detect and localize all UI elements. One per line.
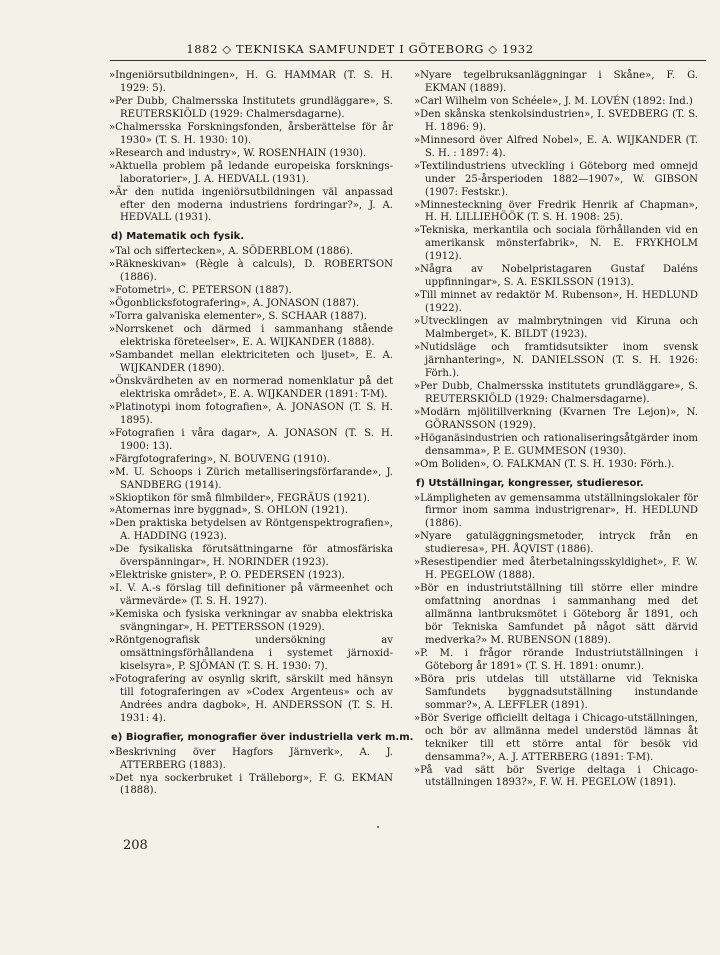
bibliography-entry: »Färgfotografering», N. BOUVENG (1910). — [109, 453, 330, 465]
section-heading: e) Biografier, monografier över industriella verk m.m. — [111, 731, 414, 743]
bibliography-entry: »Per Dubb, Chalmersska Institutets grundläggare», S. REUTERSKIÖLD (1929: Chalmersdagarne). — [109, 95, 393, 120]
bibliography-entry: »Minnesord över Alfred Nobel», E. A. WIJKANDER (T. S. H. : 1897: 4). — [414, 134, 698, 159]
bibliography-entry: »Den skånska stenkolsindustrien», I. SVEDBERG (T. S. H. 1896: 9). — [414, 108, 698, 133]
bibliography-entry: »Fotometri», C. PETERSON (1887). — [109, 285, 292, 297]
bibliography-entry: »Nyare gatuläggningsmetoder, intryck från en studieresa», PH. ÅQVIST (1886). — [414, 531, 698, 556]
bibliography-entry: »Carl Wilhelm von Schéele», J. M. LOVÉN (1892: Ind.) — [414, 95, 693, 107]
bibliography-entry: »Research and industry», W. ROSENHAIN (1930). — [109, 147, 367, 159]
bibliography-entry: »Norrskenet och därmed i sammanhang stående elektriska företeelser», E. A. WIJKANDER (1888). — [109, 324, 393, 349]
bibliography-entry: »Beskrivning över Hagfors Järnverk», A. J. ATTERBERG (1883). — [109, 746, 393, 771]
bibliography-entry: »Till minnet av redaktör M. Rubenson», H. HEDLUND (1922). — [414, 290, 698, 315]
bibliography-entry: »M. U. Schoops i Zürich metalliseringsförfarande», J. SANDBERG (1914). — [109, 466, 393, 491]
bibliography-entry: »Önskvärdheten av en normerad nomenklatur på det elektriska området», E. A. WIJKANDER (1891: T-M). — [109, 375, 393, 400]
bibliography-entry: »Skioptikon för små filmbilder», FEGRÄUS (1921). — [109, 492, 371, 504]
bibliography-entry: »Det nya sockerbruket i Trälleborg», F. G. EKMAN (1888). — [109, 772, 393, 797]
bibliography-entry: »Om Boliden», O. FALKMAN (T. S. H. 1930: Förh.). — [414, 458, 675, 470]
bibliography-entry: »I. V. A.-s förslag till definitioner på värmeenhet och värmevärde» (T. S. H. 1927). — [109, 583, 393, 608]
bibliography-entry: »Modärn mjölitillverkning (Kvarnen Tre Lejon)», N. GÖRANSSON (1929). — [414, 406, 698, 431]
bibliography-entry: »Höganäsindustrien och rationaliseringsåtgärder inom densamma», P. E. GUMMESON (1930). — [414, 432, 698, 457]
bibliography-entry: »Nutidsläge och framtidsutsikter inom svensk järnhantering», N. DANIELSSON (T. S. H. 1926: Förh.). — [414, 342, 698, 379]
bibliography-entry: »Ögonblicksfotografering», A. JONASON (1887). — [109, 298, 360, 310]
bibliography-entry: »Aktuella problem på ledande europeiska forsknings-laboratorier», J. A. HEDVALL (1931). — [109, 160, 393, 185]
bibliography-entry: »Den praktiska betydelsen av Röntgenspektrografien», A. HADDING (1923). — [109, 518, 393, 543]
bibliography-entry: »Kemiska och fysiska verkningar av snabba elektriska svängningar», H. PETTERSSON (1929). — [109, 609, 393, 634]
bibliography-entry: »Nyare tegelbruksanläggningar i Skåne», F. G. EKMAN (1889). — [414, 70, 698, 94]
bibliography-entry: »P. M. i frågor rörande Industriutställningen i Göteborg år 1891» (T. S. H. 1891: onumr.). — [414, 647, 698, 672]
bibliography-entry: »De fysikaliska förutsättningarne för atmosfäriska överspänningar», H. NORINDER (1923). — [109, 544, 393, 569]
bibliography-entry: »Torra galvaniska elementer», S. SCHAAR (1887). — [109, 311, 367, 323]
section-heading: f) Utställningar, kongresser, studieresor. — [416, 477, 644, 489]
bibliography-entry: »Ingeniörsutbildningen», H. G. HAMMAR (T. S. H. 1929: 5). — [109, 70, 393, 94]
section-heading: d) Matematik och fysik. — [111, 231, 245, 243]
running-header: 1882 ◇ TEKNISKA SAMFUNDET I GÖTEBORG ◇ 1932 — [186, 42, 534, 56]
bibliography-entry: »Resestipendier med återbetalningsskyldighet», F. W. H. PEGELOW (1888). — [414, 557, 698, 582]
bibliography-entry: »Textilindustriens utveckling i Göteborg med omnejd under 25-årsperioden 1882—1907», W. GIBSON (1907: Festskr.). — [414, 160, 698, 198]
bibliography-entry: »Tekniska, merkantila och sociala förhållanden vid en amerikansk mönsterfabrik», N. E. FRYKHOLM (1912). — [414, 225, 698, 263]
page-number: 208 — [123, 838, 148, 853]
bibliography-entry: »Elektriske gnister», P. O. PEDERSEN (1923). — [109, 570, 345, 582]
bibliography-entry: »Är den nutida ingeniörsutbildningen väl anpassad efter den moderna industriens fordringar?», J. A. HEDVALL (1931). — [109, 186, 393, 224]
bibliography-entry: »Platinotypi inom fotografien», A. JONASON (T. S. H. 1895). — [109, 401, 393, 426]
print-speck — [377, 826, 379, 828]
bibliography-entry: »Fotografering av osynlig skrift, särskilt med hänsyn till fotograferingen av »Codex Argenteus» och av Andrées andra dagbok», H. ANDERSSON (T. S. H. 1931: 4). — [109, 673, 393, 724]
bibliography-entry: »På vad sätt bör Sverige deltaga i Chicago-utställningen 1893?», F. W. H. PEGELOW (1891). — [414, 764, 698, 789]
bibliography-entry: »Chalmersska Forskningsfonden, årsberättelse för år 1930» (T. S. H. 1930: 10). — [109, 121, 393, 146]
bibliography-entry: »Sambandet mellan elektriciteten och ljuset», E. A. WIJKANDER (1890). — [109, 350, 393, 374]
bibliography-entry: »Tal och siffertecken», A. SÖDERBLOM (1886). — [109, 246, 353, 258]
bibliography-entry: »Räkneskivan» (Règle à calculs), D. ROBERTSON (1886). — [109, 259, 393, 284]
bibliography-entry: »Minnesteckning över Fredrik Henrik af Chapman», H. H. LILLIEHÖÖK (T. S. H. 1908: 25). — [414, 199, 698, 224]
bibliography-entry: »Per Dubb, Chalmersska institutets grundläggare», S. REUTERSKIÖLD (1929: Chalmersdagarne). — [414, 380, 698, 405]
bibliography-entry: »Atomernas inre byggnad», S. OHLON (1921). — [109, 505, 348, 517]
left-column — [109, 70, 414, 798]
bibliography-entry: »Böra pris utdelas till utställarne vid Tekniska Samfundets byggnadsutställning instundande sommar?», A. LEFFLER (1891). — [414, 673, 698, 711]
bibliography-entry: »Utvecklingen av malmbrytningen vid Kiruna och Malmberget», K. BILDT (1923). — [414, 316, 698, 341]
bibliography-entry: »Några av Nobelpristagaren Gustaf Daléns uppfinningar», S. A. ESKILSSON (1913). — [414, 264, 698, 289]
bibliography-entry: »Fotografien i våra dagar», A. JONASON (T. S. H. 1900: 13). — [109, 427, 393, 452]
bibliography-entry: »Bör Sverige officiellt deltaga i Chicago-utställningen, och bör av allmänna medel understöd lämnas åt tekniker till ett större antal för besök vid densamma?», A. J. ATTERBERG (1891: T-M). — [414, 712, 698, 763]
bibliography-entry: »Bör en industriutställning till större eller mindre omfattning anordnas i sammanhang med det allmänna lantbruksmötet i Göteborg år 1891, och bör Tekniska Samfundet på något sätt därvid medverka?» M. RUBENSON (1889). — [414, 583, 698, 646]
bibliography-entry: »Lämpligheten av gemensamma utställningslokaler för firmor inom samma industrigrenar», H. HEDLUND (1886). — [414, 492, 698, 530]
header-rule — [110, 60, 706, 61]
bibliography-entry: »Röntgenografisk undersökning av omsättningsförhållandena i systemet järnoxid-kiselsyra», P. SJÖMAN (T. S. H. 1930: 7). — [109, 634, 393, 672]
right-column — [414, 70, 698, 790]
